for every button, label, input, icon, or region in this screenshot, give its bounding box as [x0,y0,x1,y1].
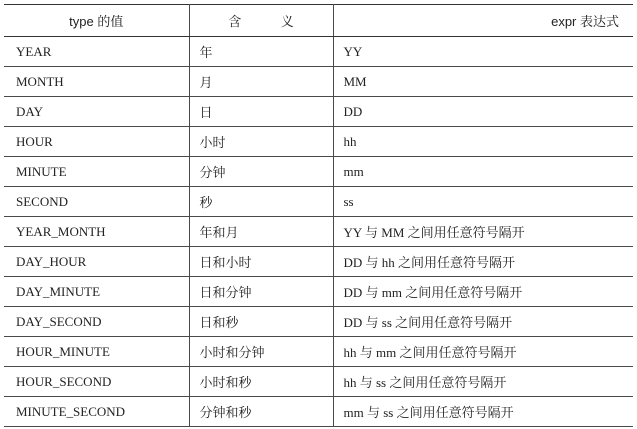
cell-meaning: 日 [189,97,333,127]
table-row [4,337,633,367]
cell-expr: DD 与 ss 之间用任意符号隔开 [333,307,633,337]
header-type-value: type 的值 [4,5,189,37]
cell-meaning: 日和分钟 [189,277,333,307]
cell-type: YEAR [4,37,189,67]
cell-expr: DD [333,97,633,127]
table-row [4,367,633,397]
cell-type: SECOND [4,187,189,217]
cell-meaning: 秒 [189,187,333,217]
cell-expr: YY [333,37,633,67]
table-row [4,187,633,217]
cell-meaning: 小时 [189,127,333,157]
cell-meaning: 分钟 [189,157,333,187]
interval-type-table [4,4,633,427]
table-row [4,157,633,187]
cell-type: HOUR_SECOND [4,367,189,397]
cell-expr: YY 与 MM 之间用任意符号隔开 [333,217,633,247]
cell-meaning: 日和秒 [189,307,333,337]
header-meaning: 含 义 [189,5,333,37]
cell-expr: DD 与 hh 之间用任意符号隔开 [333,247,633,277]
header-expr: expr 表达式 [333,5,633,37]
cell-type: DAY [4,97,189,127]
cell-expr: DD 与 mm 之间用任意符号隔开 [333,277,633,307]
table-row [4,397,633,427]
cell-meaning: 小时和秒 [189,367,333,397]
cell-type: MONTH [4,67,189,97]
header-row [4,5,633,37]
cell-expr: mm 与 ss 之间用任意符号隔开 [333,397,633,427]
table-row [4,217,633,247]
cell-expr: ss [333,187,633,217]
cell-expr: MM [333,67,633,97]
table-row [4,37,633,67]
table-row [4,277,633,307]
table-row [4,97,633,127]
cell-meaning: 年和月 [189,217,333,247]
cell-expr: hh 与 mm 之间用任意符号隔开 [333,337,633,367]
table-row [4,127,633,157]
cell-expr: hh 与 ss 之间用任意符号隔开 [333,367,633,397]
cell-meaning: 分钟和秒 [189,397,333,427]
cell-meaning: 日和小时 [189,247,333,277]
cell-type: DAY_MINUTE [4,277,189,307]
cell-type: MINUTE [4,157,189,187]
cell-expr: mm [333,157,633,187]
table-row [4,247,633,277]
table-header [4,5,633,37]
cell-type: HOUR [4,127,189,157]
cell-type: YEAR_MONTH [4,217,189,247]
cell-meaning: 年 [189,37,333,67]
cell-meaning: 小时和分钟 [189,337,333,367]
cell-type: HOUR_MINUTE [4,337,189,367]
table-body [4,37,633,427]
table-row [4,307,633,337]
cell-type: DAY_SECOND [4,307,189,337]
cell-type: DAY_HOUR [4,247,189,277]
cell-type: MINUTE_SECOND [4,397,189,427]
cell-expr: hh [333,127,633,157]
table-row [4,67,633,97]
cell-meaning: 月 [189,67,333,97]
